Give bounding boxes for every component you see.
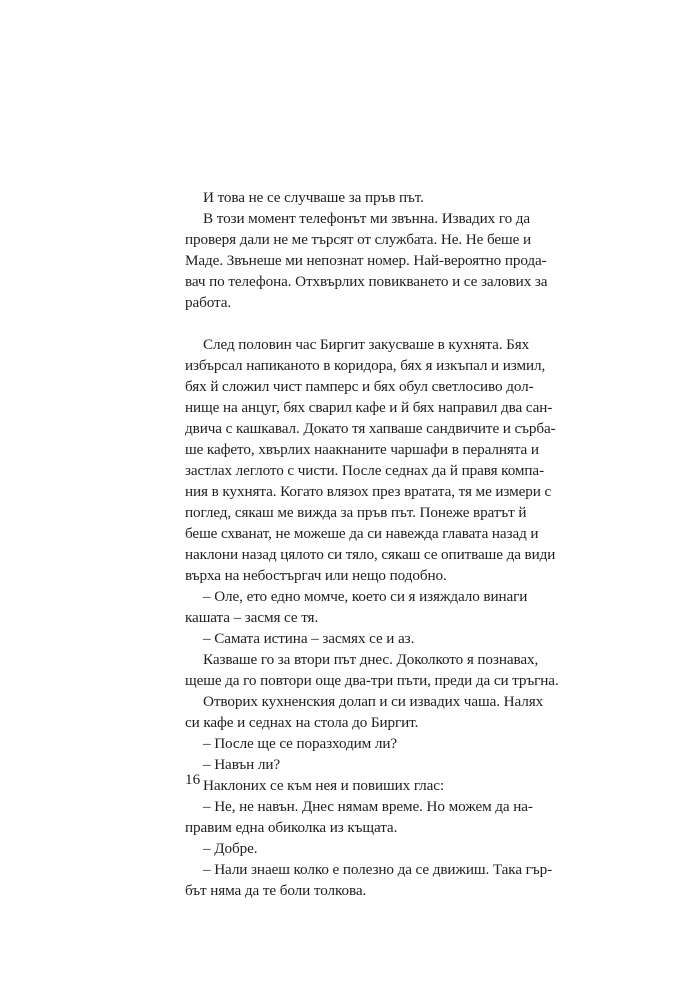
text-line: вач по телефона. Отхвърлих повикването и се залових за	[185, 273, 548, 290]
paragraph	[185, 586, 528, 628]
text-line: бях й сложил чист памперс и бях обул светлосиво дол-	[185, 378, 534, 395]
page-number: 16	[185, 771, 201, 788]
text-line: беше схванат, не можеше да си навежда главата назад и	[185, 525, 539, 542]
text-line: – Самата истина – засмях се и аз.	[203, 630, 415, 647]
text-line: – После ще се поразходим ли?	[203, 735, 398, 752]
text-line: застлах леглото с чисти. После седнах да й правя компа-	[185, 462, 545, 479]
text-line: наклони назад цялото си тяло, сякаш се опитваше да види	[185, 546, 556, 563]
text-line: – Добре.	[203, 840, 258, 857]
paragraph	[185, 796, 533, 838]
text-line: – Оле, ето едно момче, което си я изяждало винаги	[203, 588, 528, 605]
text-line: ше кафето, хвърлих наакнаните чаршафи в пералнята и	[185, 441, 539, 458]
text-line: В този момент телефонът ми звънна. Извадих го да	[203, 210, 531, 227]
paragraph	[185, 187, 516, 208]
text-line: нище на анцуг, бях сварил кафе и й бях направил два сан-	[185, 399, 553, 416]
text-line: Маде. Звънеше ми непознат номер. Най-вероятно прода-	[185, 252, 547, 269]
text-line: проверя дали не ме търсят от службата. Не. Не беше и	[185, 231, 531, 248]
paragraph-gap	[185, 313, 516, 334]
paragraph	[185, 649, 559, 691]
text-line: работа.	[185, 294, 232, 311]
body-text	[185, 187, 559, 901]
text-line: си кафе и седнах на стола до Биргит.	[185, 714, 419, 731]
paragraph	[185, 859, 553, 901]
text-line: ния в кухнята. Когато влязох през вратата, тя ме измери с	[185, 483, 552, 500]
paragraph	[185, 838, 516, 859]
paragraph	[185, 628, 516, 649]
text-line: След половин час Биргит закусваше в кухнята. Бях	[203, 336, 530, 353]
paragraph	[185, 733, 516, 754]
text-line: – Не, не навън. Днес нямам време. Но можем да на-	[203, 798, 533, 815]
text-line: бът няма да те боли толкова.	[185, 882, 367, 899]
text-line: кашата – засмя се тя.	[185, 609, 319, 626]
paragraph	[185, 775, 516, 796]
text-line: върха на небостъргач или нещо подобно.	[185, 567, 447, 584]
paragraph	[185, 754, 516, 775]
text-line: – Нали знаеш колко е полезно да се движиш. Така гър-	[203, 861, 553, 878]
text-line: Наклоних се към нея и повиших глас:	[203, 777, 445, 794]
text-line: щеше да го повтори още два-три пъти, преди да си тръгна.	[185, 672, 559, 689]
paragraph	[185, 208, 548, 313]
text-line: правим една обиколка из къщата.	[185, 819, 398, 836]
text-line: поглед, сякаш ме вижда за пръв път. Понеже вратът й	[185, 504, 527, 521]
paragraph	[185, 691, 544, 733]
paragraph	[185, 334, 556, 586]
text-line: И това не се случваше за пръв път.	[203, 189, 424, 206]
text-line: избърсал напиканото в коридора, бях я изкъпал и измил,	[185, 357, 546, 374]
text-line: Отворих кухненския долап и си извадих чаша. Налях	[203, 693, 544, 710]
text-line: двича с кашкавал. Докато тя хапваше сандвичите и сърба-	[185, 420, 556, 437]
text-line: – Навън ли?	[203, 756, 281, 773]
text-line: Казваше го за втори път днес. Доколкото я познавах,	[203, 651, 539, 668]
